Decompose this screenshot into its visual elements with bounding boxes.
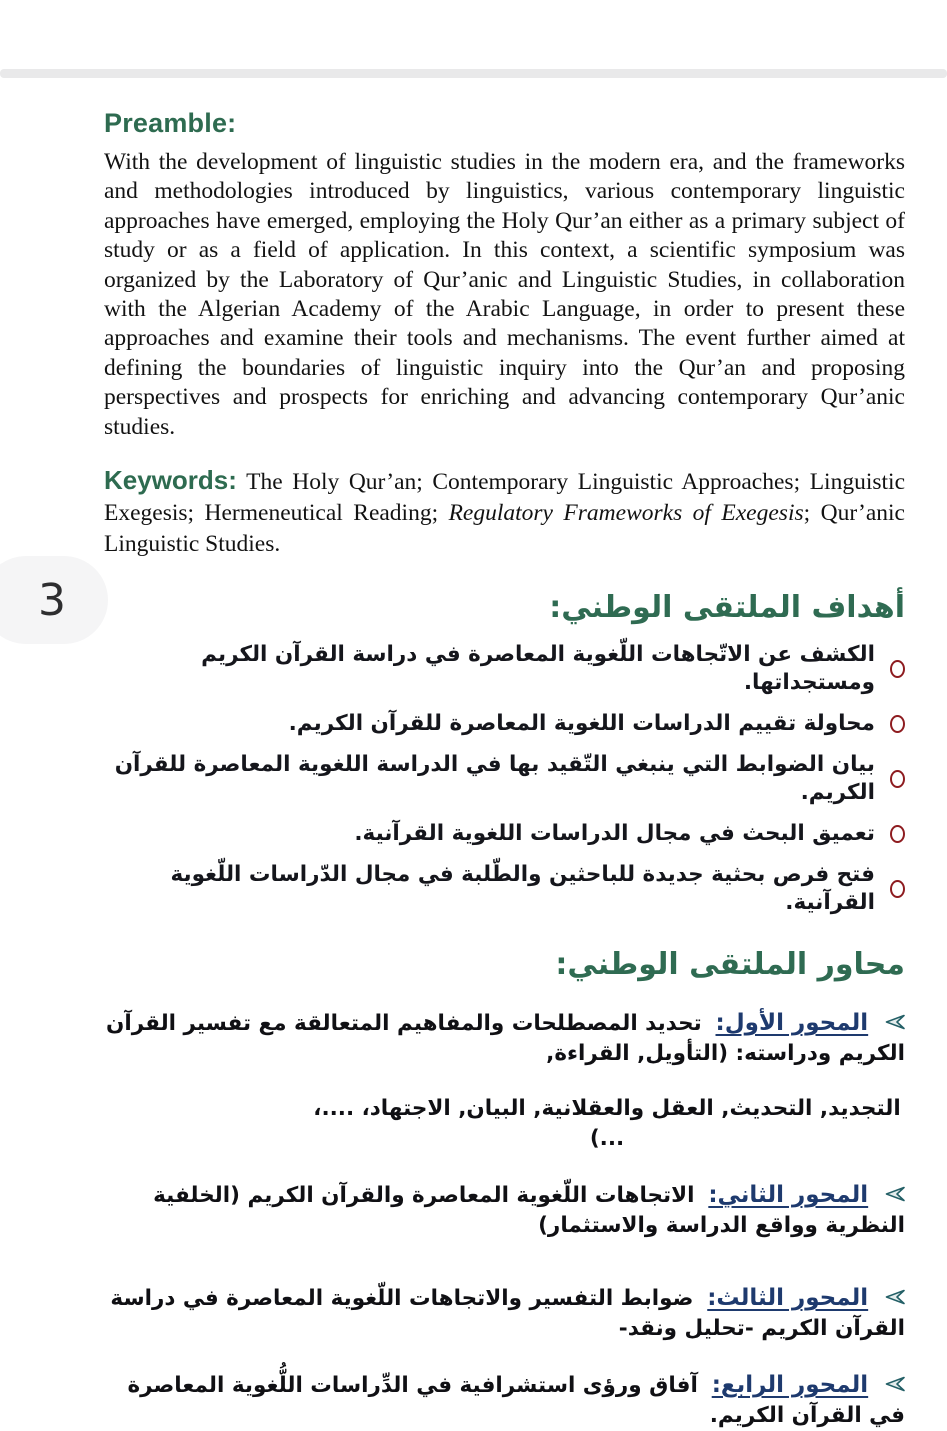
- preamble-body: With the development of linguistic studies in the modern era, and the frameworks and methodologies introduced by linguistics, various contemporary linguistic approaches have emerged, employing the Holy Qur’an either as a primary subject of study or as a field of application. In this context, a scientific symposium was organized by the Laboratory of Qur’anic and Linguistic Studies, in collaboration with the Algerian Academy of the Arabic Language, in order to present these approaches and examine their tools and mechanisms. The event further aimed at defining the boundaries of linguistic inquiry into the Qur’an and proposing perspectives and prospects for enriching and advancing contemporary Qur’anic studies.: [104, 149, 905, 440]
- axis-label: المحور الثاني:: [708, 1182, 869, 1209]
- red-circle-bullet-icon: [890, 770, 905, 788]
- keywords-label: Keywords:: [104, 465, 237, 496]
- objective-text: تعميق البحث في مجال الدراسات اللغوية القرآنية.: [354, 821, 875, 847]
- axis-item: [104, 1370, 905, 1431]
- objective-text: محاولة تقييم الدراسات اللغوية المعاصرة للقرآن الكريم.: [288, 711, 875, 737]
- axes-list: [104, 1008, 905, 1431]
- axis-label: المحور الرابع:: [711, 1372, 869, 1399]
- axis-label: المحور الأول:: [715, 1010, 869, 1037]
- axis-label: المحور الثالث:: [707, 1285, 869, 1312]
- arrowhead-bullet-icon: [884, 1371, 905, 1401]
- page-break-divider: [0, 69, 947, 78]
- axis-item: [104, 1283, 905, 1344]
- list-item: [104, 751, 905, 807]
- keywords-italic-phrase: Regulatory Frameworks of Exegesis: [448, 500, 804, 527]
- red-circle-bullet-icon: [890, 825, 905, 843]
- list-item: [104, 641, 905, 697]
- page-number-badge: [0, 556, 108, 644]
- list-item: [104, 861, 905, 917]
- axis-text: تحديد المصطلحات والمفاهيم المتعالقة مع تفسير القرآن الكريم ودراسته: (التأويل, القراءة,: [106, 1011, 905, 1067]
- arrowhead-bullet-icon: [884, 1284, 905, 1314]
- keywords-paragraph: [104, 465, 905, 560]
- arrowhead-bullet-icon: [884, 1181, 905, 1211]
- keywords-text: The Holy Qur’an; Contemporary Linguistic Approaches; Linguistic Exegesis; Hermeneutical Reading;: [104, 469, 905, 527]
- red-circle-bullet-icon: [890, 660, 905, 678]
- objective-text: بيان الضوابط التي ينبغي التّقيد بها في الدراسة اللغوية المعاصرة للقرآن الكريم.: [114, 752, 875, 806]
- arrowhead-bullet-icon: [884, 1009, 905, 1039]
- objective-text: فتح فرص بحثية جديدة للباحثين والطّلبة في مجال الدّراسات اللّغوية القرآنية.: [170, 862, 875, 916]
- list-item: [104, 820, 905, 848]
- axes-heading: محاور الملتقى الوطني:: [555, 947, 905, 983]
- axis-text-continuation: التجديد, التحديث, العقل والعقلانية, البيان, الاجتهاد، ....، ...): [313, 1096, 901, 1152]
- page-content: [104, 108, 905, 1431]
- red-circle-bullet-icon: [890, 715, 905, 733]
- axis-text: آفاق ورؤى استشرافية في الدِّراسات اللُّغوية المعاصرة في القرآن الكريم.: [127, 1373, 905, 1429]
- objectives-heading: أهداف الملتقى الوطني:: [549, 590, 905, 626]
- list-item: [104, 710, 905, 738]
- axis-item: [104, 1180, 905, 1241]
- red-circle-bullet-icon: [890, 880, 905, 898]
- objectives-list: [104, 641, 905, 917]
- preamble-heading: Preamble:: [104, 108, 237, 138]
- objective-text: الكشف عن الاتّجاهات اللّغوية المعاصرة في دراسة القرآن الكريم ومستجداتها.: [201, 642, 875, 696]
- keywords-text-tail: ; Qur’anic Linguistic Studies.: [104, 500, 905, 558]
- axis-text: ضوابط التفسير والاتجاهات اللّغوية المعاصرة في دراسة القرآن الكريم -تحليل ونقد-: [110, 1286, 905, 1342]
- axis-text: الاتجاهات اللّغوية المعاصرة والقرآن الكريم (الخلفية النظرية وواقع الدراسة والاستثمار): [153, 1183, 905, 1239]
- axis-item: [104, 1008, 905, 1154]
- page-number: 3: [38, 574, 66, 626]
